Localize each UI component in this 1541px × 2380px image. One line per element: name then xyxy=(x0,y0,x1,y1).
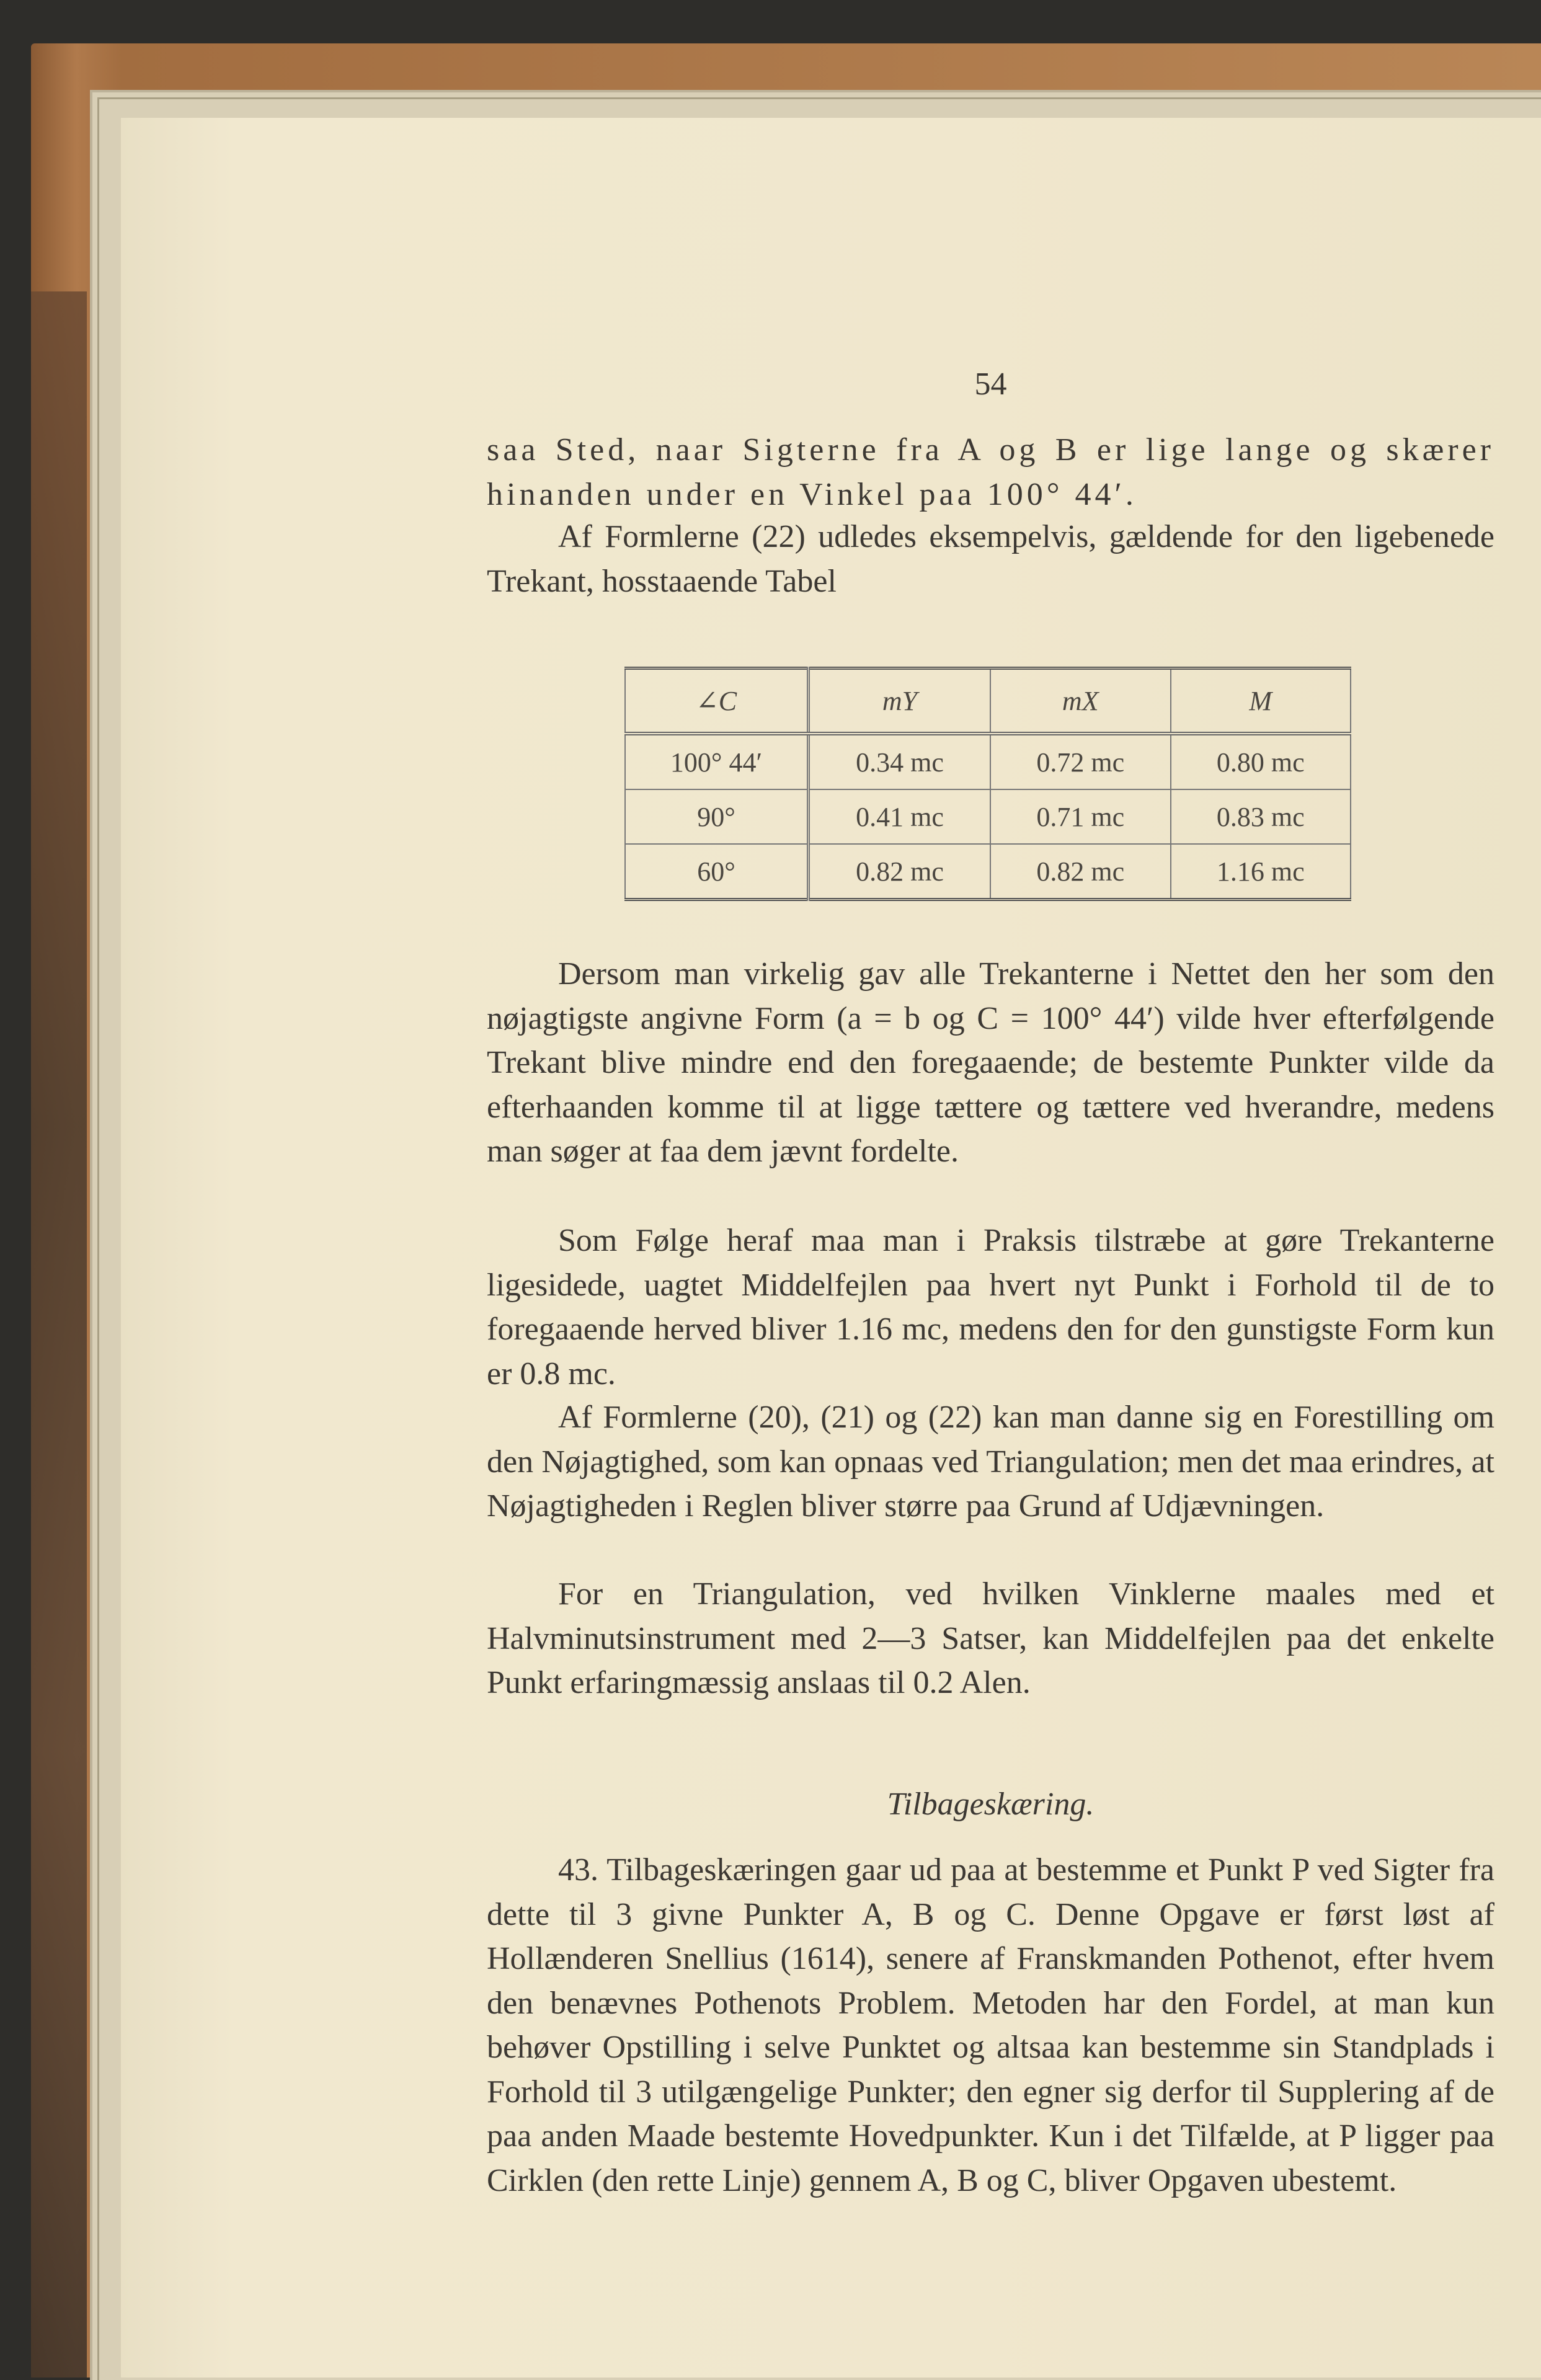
paragraph-text: saa Sted, naar Sigterne fra A og B er lige lange og skærer hinanden under en Vinkel paa 100° 44′. xyxy=(487,432,1494,512)
table-cell: 1.16 mc xyxy=(1171,844,1351,900)
table-row xyxy=(625,734,1351,789)
table-cell: 0.83 mc xyxy=(1171,789,1351,844)
header-angle-c: ∠C xyxy=(625,668,809,734)
paragraph-text: Af Formlerne (20), (21) og (22) kan man danne sig en Forestilling om den Nøjagtighed, som kan opnaas ved Triangulation; men det maa erindres, at Nøjagtigheden i Reglen bliver større paa Grund af Udjævningen. xyxy=(487,1400,1494,1524)
paragraph-7 xyxy=(487,1848,1494,2203)
header-mx: mX xyxy=(990,668,1170,734)
table-cell: 0.80 mc xyxy=(1171,734,1351,789)
table-cell: 0.72 mc xyxy=(990,734,1170,789)
table-row xyxy=(625,789,1351,844)
table-row xyxy=(625,844,1351,900)
paragraph-text: Af Formlerne (22) udledes eksempelvis, gældende for den ligebenede Trekant, hosstaaende Tabel xyxy=(487,519,1494,599)
paragraph-6 xyxy=(487,1572,1494,1705)
paragraph-text: Dersom man virkelig gav alle Trekanterne i Nettet den her som den nøjagtigste angivne Form (a = b og C = 100° 44′) vilde hver efterfølgende Trekant blive mindre end den foregaaende; de bestemte Punkter vilde da efterhaanden komme til at ligge tættere og tættere ved hverandre, medens man søger at faa dem jævnt fordelte. xyxy=(487,956,1494,1169)
paragraph-text: 43. Tilbageskæringen gaar ud paa at bestemme et Punkt P ved Sigter fra dette til 3 givne Punkter A, B og C. Denne Opgave er først løst af Hollænderen Snellius (1614), senere af Franskmanden Pothenot, efter hvem den benævnes Pothenots Problem. Metoden har den Fordel, at man kun behøver Opstilling i selve Punktet og altsaa kan bestemme sin Standplads i Forhold til 3 utilgængelige Punkter; den egner sig derfor til Supplering af de paa anden Maade bestemte Hovedpunkter. Kun i det Tilfælde, at P ligger paa Cirklen (den rette Linje) gennem A, B og C, bliver Opgaven ubestemt. xyxy=(487,1852,1494,2198)
paragraph-4 xyxy=(487,1219,1494,1396)
paragraph-3 xyxy=(487,952,1494,1174)
page-number: 54 xyxy=(974,366,1007,402)
table-cell: 0.82 mc xyxy=(990,844,1170,900)
table-cell: 0.34 mc xyxy=(809,734,991,789)
table-cell: 0.71 mc xyxy=(990,789,1170,844)
table-cell: 0.41 mc xyxy=(809,789,991,844)
paragraph-2 xyxy=(487,515,1494,603)
paragraph-text: For en Triangulation, ved hvilken Vinklerne maales med et Halvminutsinstrument med 2—3 Satser, kan Middelfejlen paa det enkelte Punkt erfaringmæssig anslaas til 0.2 Alen. xyxy=(487,1576,1494,1700)
table-cell: 60° xyxy=(625,844,809,900)
paragraph-5 xyxy=(487,1395,1494,1529)
table-cell: 0.82 mc xyxy=(809,844,991,900)
book-spine xyxy=(31,291,87,2378)
header-my: mY xyxy=(809,668,991,734)
accuracy-table xyxy=(624,667,1351,901)
book-page xyxy=(121,118,1541,2378)
paragraph-text: Som Følge heraf maa man i Praksis tilstræbe at gøre Trekanterne ligesidede, uagtet Middelfejlen paa hvert nyt Punkt i Forhold til de to foregaaende herved bliver 1.16 mc, medens den for den gunstigste Form kun er 0.8 mc. xyxy=(487,1223,1494,1392)
table-cell: 100° 44′ xyxy=(625,734,809,789)
table-header-row xyxy=(625,668,1351,734)
table-cell: 90° xyxy=(625,789,809,844)
section-heading: Tilbageskæring. xyxy=(887,1787,1095,1822)
paragraph-1 xyxy=(487,428,1494,517)
header-m: M xyxy=(1171,668,1351,734)
